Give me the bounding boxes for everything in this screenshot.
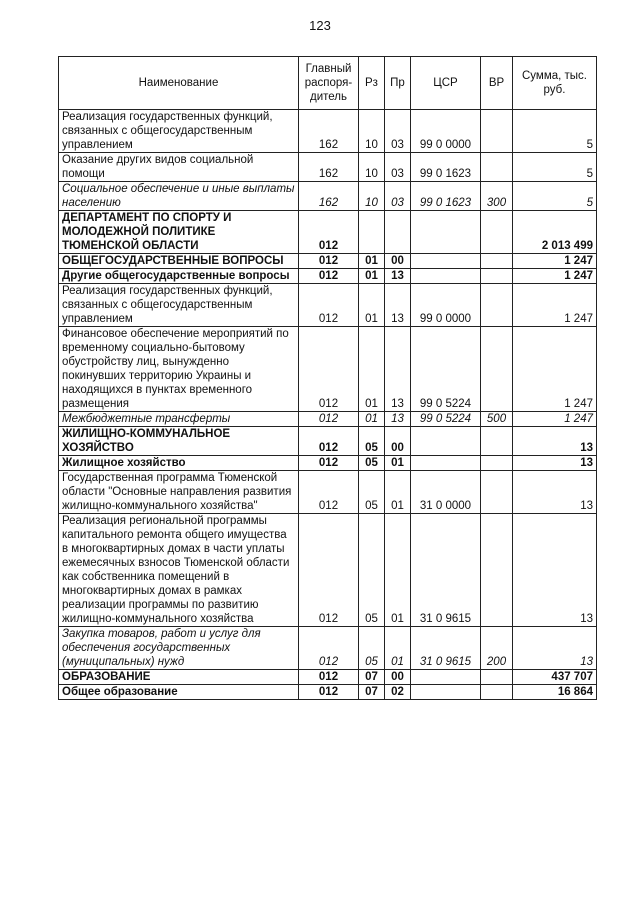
row-expense-type bbox=[481, 514, 513, 627]
row-target-article: 31 0 0000 bbox=[411, 471, 481, 514]
row-subsection bbox=[385, 211, 411, 254]
row-chief-manager: 012 bbox=[299, 427, 359, 456]
row-name: ДЕПАРТАМЕНТ ПО СПОРТУ И МОЛОДЕЖНОЙ ПОЛИТИКЕ ТЮМЕНСКОЙ ОБЛАСТИ bbox=[59, 211, 299, 254]
row-name: Реализация государственных функций, связанных с общегосударственным управлением bbox=[59, 110, 299, 153]
row-subsection: 03 bbox=[385, 153, 411, 182]
row-subsection: 00 bbox=[385, 254, 411, 269]
row-section: 07 bbox=[359, 685, 385, 700]
row-chief-manager: 162 bbox=[299, 153, 359, 182]
row-target-article bbox=[411, 211, 481, 254]
row-name: Социальное обеспечение и иные выплаты населению bbox=[59, 182, 299, 211]
row-amount: 1 247 bbox=[513, 254, 597, 269]
row-name: Реализация государственных функций, связанных с общегосударственным управлением bbox=[59, 284, 299, 327]
row-section: 10 bbox=[359, 110, 385, 153]
row-target-article bbox=[411, 685, 481, 700]
row-name: Общее образование bbox=[59, 685, 299, 700]
row-section bbox=[359, 211, 385, 254]
row-amount: 1 247 bbox=[513, 269, 597, 284]
row-name: Жилищное хозяйство bbox=[59, 456, 299, 471]
row-expense-type bbox=[481, 685, 513, 700]
header-expense-type: ВР bbox=[481, 57, 513, 110]
row-subsection: 03 bbox=[385, 110, 411, 153]
row-section: 05 bbox=[359, 514, 385, 627]
row-subsection: 03 bbox=[385, 182, 411, 211]
budget-table bbox=[58, 56, 597, 700]
row-subsection: 01 bbox=[385, 627, 411, 670]
table-row bbox=[59, 456, 597, 471]
row-name: Закупка товаров, работ и услуг для обеспечения государственных (муниципальных) нужд bbox=[59, 627, 299, 670]
header-name: Наименование bbox=[59, 57, 299, 110]
row-chief-manager: 012 bbox=[299, 456, 359, 471]
row-chief-manager: 012 bbox=[299, 412, 359, 427]
row-section: 01 bbox=[359, 269, 385, 284]
table-row bbox=[59, 685, 597, 700]
row-amount: 16 864 bbox=[513, 685, 597, 700]
row-name: Межбюджетные трансферты bbox=[59, 412, 299, 427]
row-amount: 2 013 499 bbox=[513, 211, 597, 254]
row-expense-type bbox=[481, 284, 513, 327]
row-expense-type bbox=[481, 110, 513, 153]
header-row bbox=[59, 57, 597, 110]
row-subsection: 13 bbox=[385, 284, 411, 327]
table-row bbox=[59, 471, 597, 514]
row-section: 01 bbox=[359, 284, 385, 327]
row-expense-type: 500 bbox=[481, 412, 513, 427]
row-section: 01 bbox=[359, 412, 385, 427]
row-amount: 13 bbox=[513, 427, 597, 456]
row-amount: 5 bbox=[513, 182, 597, 211]
row-section: 10 bbox=[359, 182, 385, 211]
row-name: ОБРАЗОВАНИЕ bbox=[59, 670, 299, 685]
row-target-article: 99 0 0000 bbox=[411, 110, 481, 153]
table-row bbox=[59, 284, 597, 327]
header-subsection: Пр bbox=[385, 57, 411, 110]
row-subsection: 13 bbox=[385, 327, 411, 412]
header-section: Рз bbox=[359, 57, 385, 110]
row-expense-type bbox=[481, 471, 513, 514]
row-target-article: 99 0 1623 bbox=[411, 182, 481, 211]
row-section: 01 bbox=[359, 254, 385, 269]
row-target-article bbox=[411, 670, 481, 685]
row-expense-type bbox=[481, 327, 513, 412]
row-subsection: 01 bbox=[385, 471, 411, 514]
row-section: 05 bbox=[359, 627, 385, 670]
table-row bbox=[59, 182, 597, 211]
row-target-article: 99 0 5224 bbox=[411, 412, 481, 427]
row-chief-manager: 012 bbox=[299, 514, 359, 627]
row-chief-manager: 012 bbox=[299, 627, 359, 670]
row-target-article: 31 0 9615 bbox=[411, 514, 481, 627]
row-section: 05 bbox=[359, 427, 385, 456]
row-amount: 1 247 bbox=[513, 412, 597, 427]
row-target-article bbox=[411, 456, 481, 471]
row-name: Реализация региональной программы капитального ремонта общего имущества в многоквартирных домах в части уплаты ежемесячных взносов Тюменской области как собственника помещений в многоквартирных домах в рамках реализации программы по развитию жилищно-коммунального хозяйства bbox=[59, 514, 299, 627]
row-expense-type bbox=[481, 427, 513, 456]
row-chief-manager: 162 bbox=[299, 182, 359, 211]
row-target-article: 99 0 0000 bbox=[411, 284, 481, 327]
row-chief-manager: 012 bbox=[299, 284, 359, 327]
table-row bbox=[59, 412, 597, 427]
table-row bbox=[59, 627, 597, 670]
row-name: Оказание других видов социальной помощи bbox=[59, 153, 299, 182]
table-row bbox=[59, 427, 597, 456]
row-expense-type: 300 bbox=[481, 182, 513, 211]
row-subsection: 01 bbox=[385, 514, 411, 627]
row-subsection: 02 bbox=[385, 685, 411, 700]
table-row bbox=[59, 514, 597, 627]
row-target-article bbox=[411, 427, 481, 456]
row-target-article bbox=[411, 269, 481, 284]
row-section: 07 bbox=[359, 670, 385, 685]
row-subsection: 00 bbox=[385, 670, 411, 685]
row-chief-manager: 012 bbox=[299, 670, 359, 685]
row-name: Государственная программа Тюменской области "Основные направления развития жилищно-коммунального хозяйства" bbox=[59, 471, 299, 514]
table-row bbox=[59, 254, 597, 269]
row-section: 01 bbox=[359, 327, 385, 412]
row-target-article: 99 0 5224 bbox=[411, 327, 481, 412]
header-amount: Сумма, тыс. руб. bbox=[513, 57, 597, 110]
row-expense-type bbox=[481, 211, 513, 254]
row-section: 05 bbox=[359, 456, 385, 471]
row-subsection: 13 bbox=[385, 412, 411, 427]
table-row bbox=[59, 153, 597, 182]
row-name: Другие общегосударственные вопросы bbox=[59, 269, 299, 284]
row-name: Финансовое обеспечение мероприятий по временному социально-бытовому обустройству лиц, вынужденно покинувших территорию Украины и находящихся в пунктах временного размещения bbox=[59, 327, 299, 412]
row-subsection: 01 bbox=[385, 456, 411, 471]
row-subsection: 00 bbox=[385, 427, 411, 456]
row-amount: 1 247 bbox=[513, 327, 597, 412]
row-target-article: 31 0 9615 bbox=[411, 627, 481, 670]
row-amount: 5 bbox=[513, 153, 597, 182]
row-chief-manager: 012 bbox=[299, 685, 359, 700]
row-expense-type: 200 bbox=[481, 627, 513, 670]
header-target-article: ЦСР bbox=[411, 57, 481, 110]
row-chief-manager: 012 bbox=[299, 254, 359, 269]
table-row bbox=[59, 269, 597, 284]
row-expense-type bbox=[481, 456, 513, 471]
row-chief-manager: 012 bbox=[299, 269, 359, 284]
row-expense-type bbox=[481, 269, 513, 284]
row-expense-type bbox=[481, 153, 513, 182]
row-amount: 13 bbox=[513, 471, 597, 514]
row-amount: 437 707 bbox=[513, 670, 597, 685]
header-chief-manager: Главный распоря-дитель bbox=[299, 57, 359, 110]
row-subsection: 13 bbox=[385, 269, 411, 284]
table-row bbox=[59, 211, 597, 254]
row-amount: 13 bbox=[513, 456, 597, 471]
row-name: ОБЩЕГОСУДАРСТВЕННЫЕ ВОПРОСЫ bbox=[59, 254, 299, 269]
row-chief-manager: 012 bbox=[299, 471, 359, 514]
table-row bbox=[59, 327, 597, 412]
row-amount: 13 bbox=[513, 627, 597, 670]
row-amount: 5 bbox=[513, 110, 597, 153]
row-amount: 1 247 bbox=[513, 284, 597, 327]
row-chief-manager: 162 bbox=[299, 110, 359, 153]
row-chief-manager: 012 bbox=[299, 327, 359, 412]
table-row bbox=[59, 110, 597, 153]
row-amount: 13 bbox=[513, 514, 597, 627]
row-expense-type bbox=[481, 670, 513, 685]
row-section: 10 bbox=[359, 153, 385, 182]
row-name: ЖИЛИЩНО-КОММУНАЛЬНОЕ ХОЗЯЙСТВО bbox=[59, 427, 299, 456]
row-target-article bbox=[411, 254, 481, 269]
table-row bbox=[59, 670, 597, 685]
row-target-article: 99 0 1623 bbox=[411, 153, 481, 182]
row-expense-type bbox=[481, 254, 513, 269]
row-section: 05 bbox=[359, 471, 385, 514]
page-number: 123 bbox=[309, 18, 331, 33]
row-chief-manager: 012 bbox=[299, 211, 359, 254]
